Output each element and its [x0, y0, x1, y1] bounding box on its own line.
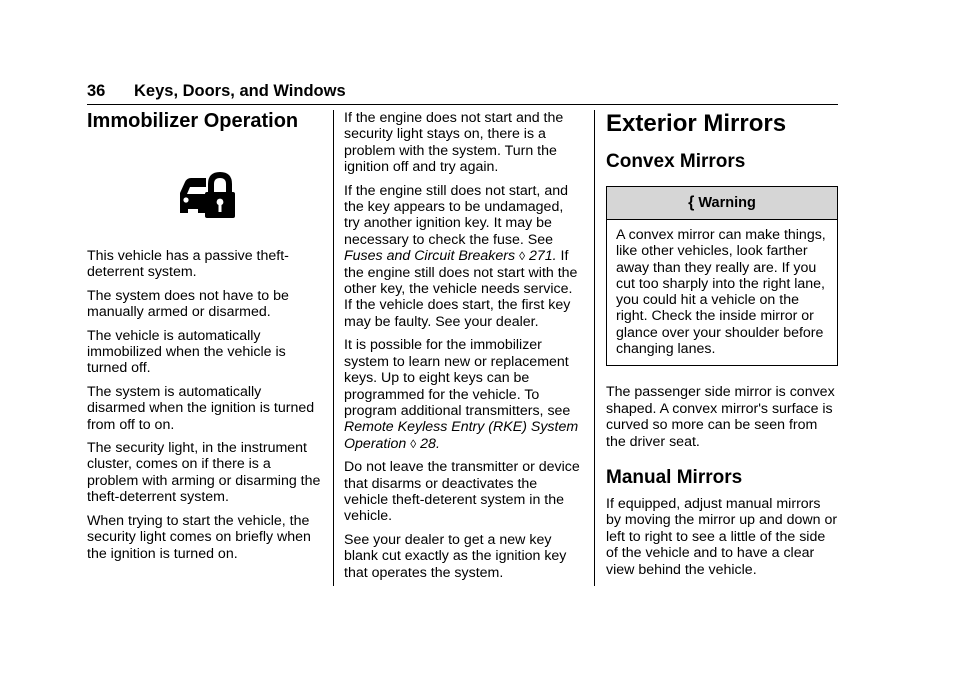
paragraph: The system is automatically disarmed when the ignition is turned from off to on. [87, 383, 315, 433]
column-divider [333, 110, 334, 586]
paragraph: The security light, in the instrument cluster, comes on if there is a problem with arming or disarming the theft-deterrent system. [87, 440, 321, 506]
column-divider [594, 110, 595, 586]
warning-header [607, 187, 837, 220]
paragraph: If the engine still does not start, and the key appears to be undamaged, try another ignition key. It may be necessary to check the fuse. See Fuses and Circuit Breakers ◊ 271. If the engine still does not start with the other key, the vehicle needs service. If the vehicle does start, the first key may be faulty. See your dealer. [344, 182, 578, 330]
paragraph: This vehicle has a passive theft-deterrent system. [87, 248, 289, 281]
warning-symbol-icon: { [688, 194, 695, 211]
page-header [87, 82, 838, 105]
immobilizer-lock-icon [176, 169, 236, 219]
cross-reference-link[interactable]: Remote Keyless Entry (RKE) System Operation [344, 419, 579, 452]
page-reference[interactable]: 28 [420, 435, 436, 452]
column-exterior-mirrors [606, 110, 838, 578]
warning-text: A convex mirror can make things, like other vehicles, look farther away than they really are. If you cut too sharply into the right lane, you could hit a vehicle on the right. Check the inside mirror or glance over your shoulder before changing lanes. [616, 227, 826, 358]
warning-title: Warning [698, 195, 756, 211]
subsection-heading-convex: Convex Mirrors [606, 151, 746, 172]
column-immobilizer [87, 110, 323, 562]
paragraph: Do not leave the transmitter or device that disarms or deactivates the vehicle theft-deterent system in the vehicle. [344, 459, 580, 525]
cross-reference-link[interactable]: Fuses and Circuit Breakers [344, 248, 516, 265]
section-heading-exterior-mirrors: Exterior Mirrors [606, 110, 787, 137]
page-number: 36 [87, 82, 106, 100]
paragraph: When trying to start the vehicle, the security light comes on briefly when the ignition is turned on. [87, 512, 311, 562]
section-heading-immobilizer: Immobilizer Operation [87, 110, 299, 132]
paragraph: It is possible for the immobilizer system to learn new or replacement keys. Up to eight keys can be programmed for the vehicle. To program additional transmitters, see Remote Keyless Entry (RKE) System Operation ◊ 28. [344, 337, 579, 452]
page-reference-icon: ◊ [410, 436, 417, 451]
subsection-heading-manual: Manual Mirrors [606, 467, 743, 488]
warning-box [606, 186, 838, 366]
paragraph: The vehicle is automatically immobilized when the vehicle is turned off. [87, 327, 286, 377]
paragraph: If the engine does not start and the security light stays on, there is a problem with the system. Turn the ignition off and try again. [344, 110, 564, 176]
column-immobilizer-continued [344, 110, 582, 581]
chapter-title: Keys, Doors, and Windows [134, 82, 346, 100]
paragraph: The passenger side mirror is convex shaped. A convex mirror's surface is curved so more can be seen from the driver seat. [606, 384, 835, 450]
paragraph: If equipped, adjust manual mirrors by moving the mirror up and down or left to right to see a little of the side of the vehicle and to have a clear view behind the vehicle. [606, 496, 838, 578]
paragraph: See your dealer to get a new key blank cut exactly as the ignition key that operates the system. [344, 531, 567, 581]
paragraph: The system does not have to be manually armed or disarmed. [87, 287, 289, 321]
page-reference[interactable]: 271 [528, 248, 553, 265]
page-reference-icon: ◊ [519, 249, 525, 264]
